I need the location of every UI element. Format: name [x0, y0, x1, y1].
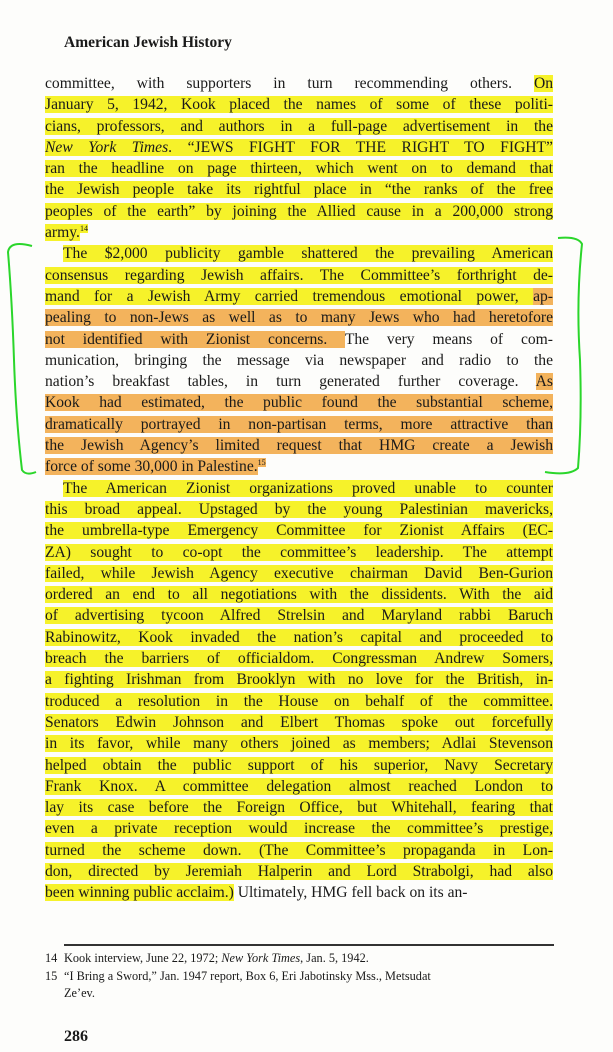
footnote-text: Kook interview, June 22, 1972; — [64, 951, 222, 965]
yellow-highlight: don, directed by Jeremiah Halperin and Lord Strabolgi, had also — [45, 862, 553, 880]
yellow-highlight: the Jewish people take its rightful place in “the ranks of the free — [45, 181, 553, 199]
yellow-highlight: troduced a resolution in the House on behalf of the committee. — [45, 692, 553, 710]
yellow-highlight: lay its case before the Foreign Office, but Whitehall, fearing that — [45, 799, 553, 817]
orange-highlight: ap- — [533, 287, 553, 305]
yellow-highlight: Frank Knox. A committee delegation almost reached London to — [45, 777, 553, 795]
footnote-text: Ze’ev. — [64, 986, 95, 1000]
footnote-ref: 14 — [79, 224, 88, 234]
yellow-highlight: this broad appeal. Upstaged by the young Palestinian mavericks, — [45, 500, 553, 518]
text-run: Ultimately, HMG fell back on its an- — [233, 884, 468, 902]
yellow-highlight: New York Times — [45, 138, 169, 156]
running-head: American Jewish History — [64, 34, 232, 51]
yellow-highlight: helped obtain the public support of his superior, Navy Secretary — [45, 756, 553, 774]
left-bracket — [8, 244, 36, 474]
footnote-ref: 15 — [257, 458, 266, 468]
yellow-highlight: in its favor, while many others joined as members; Adlai Stevenson — [45, 735, 553, 753]
orange-highlight: the Jewish Agency’s limited request that HMG create a Jewish — [45, 437, 553, 455]
right-bracket — [545, 238, 582, 474]
yellow-highlight: . “JEWS FIGHT FOR THE RIGHT TO FIGHT” — [168, 138, 553, 156]
yellow-highlight: Senators Edwin Johnson and Elbert Thomas spoke out forcefully — [45, 713, 553, 731]
yellow-highlight: a fighting Irishman from Brooklyn with no love for the British, in- — [45, 671, 553, 689]
yellow-highlight: ordered an end to all negotiations with the dissidents. With the aid — [45, 586, 553, 604]
yellow-highlight: cians, professors, and authors in a full-page advertisement in the — [45, 117, 553, 135]
page-number: 286 — [64, 1028, 88, 1045]
footnote-number: 15 — [45, 969, 58, 983]
text-run: The very means of com- — [344, 330, 553, 348]
yellow-highlight: turned the scheme down. (The Committee’s propaganda in Lon- — [45, 841, 553, 859]
orange-highlight: not identified with Zionist concerns. — [45, 330, 345, 348]
yellow-highlight: The $2,000 publicity gamble shattered the prevailing American — [63, 245, 553, 263]
yellow-highlight: Rabinowitz, Kook invaded the nation’s capital and proceeded to — [45, 628, 553, 646]
text-run: nation’s breakfast tables, in turn generated further coverage. — [45, 373, 536, 391]
yellow-highlight: the umbrella-type Emergency Committee for Zionist Affairs (EC- — [45, 522, 553, 540]
yellow-highlight: January 5, 1942, Kook placed the names of some of these politi- — [45, 96, 553, 114]
yellow-highlight: breach the barriers of officialdom. Congressman Andrew Somers, — [45, 650, 553, 668]
footnote-text: , Jan. 5, 1942. — [300, 951, 369, 965]
footnote-number: 14 — [45, 951, 58, 965]
orange-highlight: As — [535, 373, 553, 391]
footnote-14 — [45, 950, 555, 967]
yellow-highlight: consensus regarding Jewish affairs. The Committee’s forthright de- — [45, 266, 553, 284]
yellow-highlight: army. — [45, 224, 80, 242]
orange-highlight: Kook had estimated, the public found the substantial scheme, — [45, 394, 553, 412]
footnote-text: “I Bring a Sword,” Jan. 1947 report, Box 6, Eri Jabotinsky Mss., Metsudat — [64, 969, 431, 983]
yellow-highlight: even a private reception would increase the committee’s prestige, — [45, 820, 553, 838]
yellow-highlight: peoples of the earth” by joining the Allied cause in a 200,000 strong — [45, 202, 553, 220]
yellow-highlight: been winning public acclaim.) — [45, 884, 234, 902]
yellow-highlight: ran the headline on page thirteen, which went on to demand that — [45, 160, 553, 178]
yellow-highlight: of advertising tycoon Alfred Strelsin and Maryland rabbi Baruch — [45, 607, 553, 625]
text-run: committee, with supporters in turn recommending others. — [45, 75, 534, 92]
orange-highlight: pealing to non-Jews as well as to many Jews who had heretofore — [45, 309, 553, 327]
footnote-rule — [64, 944, 554, 946]
yellow-highlight: The American Zionist organizations proved unable to counter — [63, 479, 553, 497]
orange-highlight: force of some 30,000 in Palestine. — [45, 458, 258, 476]
footnote-15 — [45, 968, 555, 1002]
yellow-highlight: failed, while Jewish Agency executive chairman David Ben-Gurion — [45, 564, 553, 582]
orange-highlight: dramatically portrayed in non-partisan terms, more attractive than — [45, 415, 553, 433]
text-run: munication, bringing the message via newspaper and radio to the — [45, 351, 553, 369]
yellow-highlight: On — [533, 75, 553, 92]
yellow-highlight: ZA) sought to co-opt the committee’s leadership. The attempt — [45, 543, 553, 561]
footnote-italic: New York Times — [221, 951, 301, 965]
yellow-highlight: mand for a Jewish Army carried tremendous emotional power, — [45, 287, 534, 305]
